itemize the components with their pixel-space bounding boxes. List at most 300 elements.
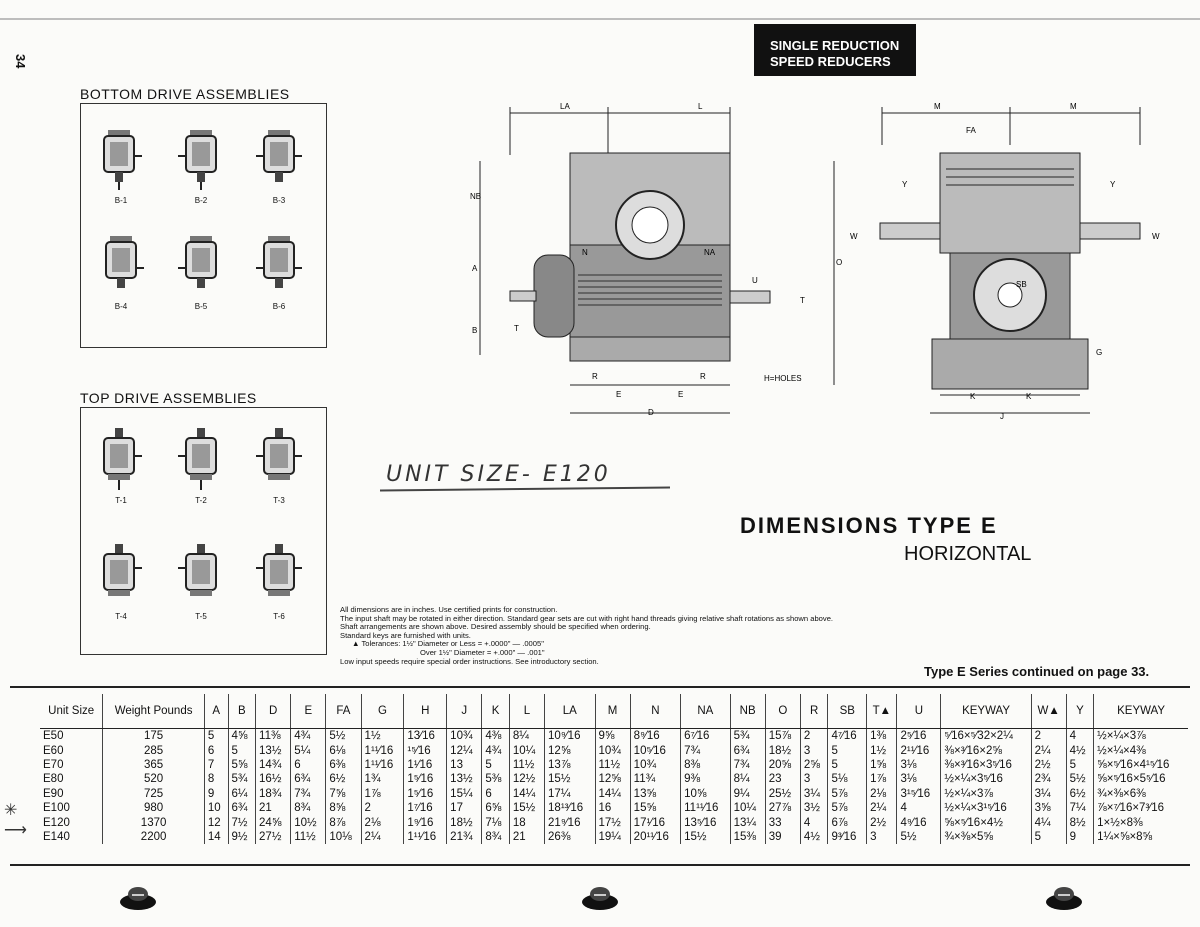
table-cell: 4 [897,801,941,815]
table-cell: 6½ [1066,787,1094,801]
table-cell: 6⅝ [482,801,510,815]
table-cell: 4⁹⁄16 [897,815,941,829]
table-cell: 2¼ [867,801,897,815]
table-cell: 33 [765,815,800,829]
table-cell: 26⅜ [545,830,595,844]
table-row [40,772,1188,786]
assembly-b2 [171,126,231,205]
table-cell: 2½ [867,815,897,829]
table-cell: 10¼ [509,743,544,757]
table-cell: E50 [43,730,64,743]
table-cell: 10¼ [730,801,765,815]
table-cell: 1⅞ [867,772,897,786]
dim-w-right: W [1152,232,1160,241]
assembly-label: T-5 [195,612,207,621]
table-cell: 11½ [291,830,326,844]
table-cell: 3¼ [800,787,828,801]
table-cell: 1⁷⁄16 [404,801,447,815]
table-cell: 4½ [800,830,828,844]
table-cell: 5¾ [730,729,765,744]
table-cell: 15½ [545,772,595,786]
assembly-label: B-1 [114,196,128,205]
table-row [40,758,1188,772]
table-cell: 5⅝ [228,758,256,772]
dim-b: B [472,326,478,335]
table-cell: 8⁹⁄16 [630,729,680,744]
table-cell: 11⅜ [256,729,291,744]
table-cell: 15⅞ [765,729,800,744]
column-header: NB [730,694,765,729]
table-cell: 15⅜ [730,830,765,844]
table-cell: 9⅝ [595,729,630,744]
column-header: N [630,694,680,729]
column-header: H [404,694,447,729]
table-cell: 12 [204,815,228,829]
table-cell: 12⅝ [595,772,630,786]
table-cell: 12½ [509,772,544,786]
table-cell: 3¹⁵⁄16 [897,787,941,801]
table-cell: 3 [867,830,897,844]
table-cell: 9½ [228,830,256,844]
table-cell: ⅝×⁵⁄16×4½ [941,815,1031,829]
dim-m-right: M [1070,102,1077,111]
table-cell: 27⅞ [765,801,800,815]
table-body [40,729,1188,845]
table-cell: 2⁵⁄16 [897,729,941,744]
table-bottom-rule [10,864,1190,866]
table-cell: 5½ [1066,772,1094,786]
table-cell: 5 [228,743,256,757]
table-cell: 2¹¹⁄16 [897,743,941,757]
table-cell: ⅜×³⁄16×3⁵⁄16 [941,758,1031,772]
table-cell: 6¾ [730,743,765,757]
table-cell: 8⅞ [326,815,361,829]
badge-line-2: SPEED REDUCERS [770,54,891,69]
table-cell: 4⅝ [228,729,256,744]
dim-k-left: K [970,392,976,401]
column-header: J [447,694,482,729]
table-cell: 11½ [509,758,544,772]
table-cell: 3½ [800,801,828,815]
dim-d: D [648,408,654,417]
table-cell: 25½ [765,787,800,801]
dim-nb: NB [470,192,482,201]
table-cell: 6 [204,743,228,757]
table-cell: 18 [509,815,544,829]
table-cell: 2¼ [361,830,404,844]
table-cell: 2200 [103,830,204,844]
badge-line-1: SINGLE REDUCTION [770,38,900,53]
column-header: E [291,694,326,729]
table-cell: ¹⁵⁄16 [404,743,447,757]
table-cell: 7⅝ [326,787,361,801]
table-cell: 3 [800,743,828,757]
dim-j: J [1000,412,1004,421]
table-cell: 14 [204,830,228,844]
dim-r-left: R [592,372,598,381]
table-cell: 3⅛ [897,772,941,786]
table-cell: ½×¼×4⅜ [1094,743,1188,757]
table-cell: 18¹³⁄16 [545,801,595,815]
dim-na: NA [704,248,716,257]
side-view-drawing [836,95,1180,425]
column-header: W▲ [1031,694,1066,729]
table-cell: 6½ [326,772,361,786]
table-cell: 7⅛ [482,815,510,829]
column-header: KEYWAY [1094,694,1188,729]
table-cell: 1×½×8⅜ [1094,815,1188,829]
column-header: M [595,694,630,729]
table-cell: 2⅛ [361,815,404,829]
assembly-label: T-3 [273,496,285,505]
dim-n: N [582,248,588,257]
top-rule [0,18,1200,20]
table-cell: 8¾ [291,801,326,815]
assembly-b6 [249,232,309,311]
table-cell: 1⁵⁄16 [404,772,447,786]
table-cell: ⅝×⁵⁄16×4¹⁵⁄16 [1094,758,1188,772]
table-cell: 2¾ [1031,772,1066,786]
dim-l: L [698,102,703,111]
table-cell: 1¾ [361,772,404,786]
table-cell: 13⁄16 [404,729,447,744]
table-cell: 5 [1031,830,1066,844]
table-cell: 9³⁄16 [828,830,867,844]
table-cell: 21 [256,801,291,815]
table-cell: 1⅝ [867,758,897,772]
table-top-rule [10,686,1190,688]
assembly-label: T-1 [115,496,127,505]
footer-logo-right [1044,884,1084,910]
table-cell: ½×¼×3⅞ [941,787,1031,801]
table-cell: E70 [43,758,64,771]
column-header: L [509,694,544,729]
table-row [40,830,1188,844]
table-cell: 23 [765,772,800,786]
table-cell: 10⁹⁄16 [545,729,595,744]
dim-y-left: Y [902,180,908,189]
dim-w-left: W [850,232,858,241]
assembly-t6 [249,542,309,621]
dim-u: U [752,276,758,285]
table-cell: 1370 [103,815,204,829]
table-cell: 5 [828,743,867,757]
assembly-label: B-3 [272,196,286,205]
dim-r-right: R [700,372,706,381]
table-cell: 8½ [1066,815,1094,829]
table-cell: 1⅜ [867,729,897,744]
table-cell: 6¼ [228,787,256,801]
table-cell: 15⅝ [630,801,680,815]
table-cell: 980 [103,801,204,815]
table-cell: 8¼ [509,729,544,744]
table-cell: 27½ [256,830,291,844]
table-cell: 1⅞ [361,787,404,801]
assembly-t2 [171,426,231,505]
table-cell: 2⅛ [867,787,897,801]
page-number: 34 [13,54,28,69]
table-cell: 9 [1066,830,1094,844]
table-cell: 17 [447,801,482,815]
table-cell: 14¼ [509,787,544,801]
note-line: Shaft arrangements are shown above. Desired assembly should be specified when ordering. [340,622,651,632]
table-cell: 5 [828,758,867,772]
table-cell: 5 [204,729,228,744]
table-cell: 13½ [256,743,291,757]
column-header: K [482,694,510,729]
table-cell: 520 [103,772,204,786]
table-cell: 10 [204,801,228,815]
table-cell: 2 [800,729,828,744]
bottom-drive-title: BOTTOM DRIVE ASSEMBLIES [80,86,290,102]
table-cell: 6⁷⁄16 [681,729,730,744]
note-line: Standard keys are furnished with units. [340,630,471,640]
table-cell: 8⅜ [681,758,730,772]
table-cell: 9⅜ [681,772,730,786]
dim-o: O [836,258,843,267]
table-cell: 10⅝ [681,787,730,801]
table-cell: 10⅛ [326,830,361,844]
table-cell: 13¼ [730,815,765,829]
column-header: G [361,694,404,729]
table-cell: 11¾ [630,772,680,786]
dim-t-input: T [514,324,519,333]
table-cell: ¾×⅜×5⅝ [941,830,1031,844]
table-cell: 4⅜ [482,729,510,744]
assembly-b5 [171,232,231,311]
table-cell: 6¾ [291,772,326,786]
handwritten-underline [380,486,670,491]
table-cell: 3 [800,772,828,786]
section-badge [754,24,916,76]
table-cell: E140 [43,830,70,843]
table-cell: 5⅞ [828,801,867,815]
dim-y-right: Y [1110,180,1116,189]
dim-k-right: K [1026,392,1032,401]
table-cell: 15¼ [447,787,482,801]
footer-logo-left [118,884,158,910]
table-cell: 17½ [595,815,630,829]
table-cell: 5⅞ [828,787,867,801]
table-cell: 18¾ [256,787,291,801]
dim-e-left: E [616,390,622,399]
table-cell: 10¾ [630,758,680,772]
table-cell: ½×¼×3¹⁵⁄16 [941,801,1031,815]
column-header: SB [828,694,867,729]
table-cell: 5⅜ [482,772,510,786]
front-view-drawing [460,95,820,425]
column-header: O [765,694,800,729]
dim-holes: H=HOLES [764,374,802,383]
table-cell: 1¼×⅝×8⅝ [1094,830,1188,844]
table-cell: 8⅝ [326,801,361,815]
table-cell: ⅞×⁷⁄16×7³⁄16 [1094,801,1188,815]
column-header: A [204,694,228,729]
assembly-label: T-2 [195,496,207,505]
table-cell: 1¹¹⁄16 [404,830,447,844]
column-header: B [228,694,256,729]
assembly-label: B-5 [194,302,208,311]
table-cell: 5 [482,758,510,772]
table-cell: 4⁷⁄16 [828,729,867,744]
assembly-t5 [171,542,231,621]
table-cell: 1¹¹⁄16 [361,758,404,772]
table-cell: 725 [103,787,204,801]
table-cell: 1¹¹⁄16 [361,743,404,757]
table-cell: 13⅝ [630,787,680,801]
table-cell: ⅜×³⁄16×2⅝ [941,743,1031,757]
table-header-row [40,694,1188,729]
page-title: DIMENSIONS TYPE E [740,513,998,538]
assembly-t4 [91,542,151,621]
table-cell: 14¾ [256,758,291,772]
table-cell: 1½ [867,743,897,757]
table-cell: 2⅝ [800,758,828,772]
assembly-b3 [249,126,309,205]
table-cell: ½×¼×3⅞ [1094,729,1188,744]
table-cell: 285 [103,743,204,757]
table-cell: 10¾ [595,743,630,757]
table-row [40,743,1188,757]
table-cell: 2 [1031,729,1066,744]
column-header: KEYWAY [941,694,1031,729]
table-cell: 21 [509,830,544,844]
table-row [40,729,1188,744]
table-cell: 7¼ [1066,801,1094,815]
table-cell: 6⅛ [326,743,361,757]
table-cell: 11¹¹⁄16 [681,801,730,815]
table-cell: 4½ [1066,743,1094,757]
note-line: All dimensions are in inches. Use certified prints for construction. [340,605,558,614]
table-cell: 4 [1066,729,1094,744]
table-cell: 24⅝ [256,815,291,829]
table-cell: 8¼ [730,772,765,786]
table-cell: 7¾ [681,743,730,757]
table-cell: 13⅞ [545,758,595,772]
dim-m-left: M [934,102,941,111]
table-cell: ⅝×⁵⁄16×5⁵⁄16 [1094,772,1188,786]
dimensions-table [40,694,1188,844]
table-cell: 10⁵⁄16 [630,743,680,757]
table-cell: 9¼ [730,787,765,801]
table-cell: 9 [204,787,228,801]
table-cell: 20¹¹⁄16 [630,830,680,844]
table-cell: 6⅜ [326,758,361,772]
column-header: U [897,694,941,729]
note-line: The input shaft may be rotated in either direction. Standard gear sets are cut with right hand threads giving relative shaft rotations as shown above. [340,613,834,623]
table-cell: 16 [595,801,630,815]
table-cell: ⁵⁄16×⁵⁄32×2¼ [941,729,1031,744]
assembly-label: B-6 [272,302,286,311]
table-cell: 11½ [595,758,630,772]
table-cell: 12⅝ [545,743,595,757]
table-cell: E90 [43,787,64,800]
table-cell: 3¼ [1031,787,1066,801]
column-header: LA [545,694,595,729]
dim-g: G [1096,348,1103,357]
table-row [40,787,1188,801]
dim-a: A [472,264,478,273]
table-cell: 5 [1066,758,1094,772]
table-cell: 5½ [897,830,941,844]
table-cell: 17¼ [545,787,595,801]
top-drive-box [80,407,327,655]
assembly-b1 [91,126,151,205]
table-cell: 6⅞ [828,815,867,829]
assembly-b4 [91,232,151,311]
table-cell: E120 [43,816,70,829]
table-cell: 2¼ [1031,743,1066,757]
table-cell: 8 [204,772,228,786]
table-cell: 6 [482,787,510,801]
assembly-t1 [91,426,151,505]
table-cell: 13½ [447,772,482,786]
table-cell: 7 [204,758,228,772]
table-cell: 10½ [291,815,326,829]
table-cell: 14¼ [595,787,630,801]
dim-e-right: E [678,390,684,399]
table-cell: 3⅝ [1031,801,1066,815]
table-cell: 13 [447,758,482,772]
column-header: Y [1066,694,1094,729]
table-cell: 4¾ [482,743,510,757]
table-cell: 5½ [326,729,361,744]
table-cell: 12¼ [447,743,482,757]
table-cell: 175 [103,729,204,744]
column-header: Unit Size [40,694,103,729]
table-cell: 21⁹⁄16 [545,815,595,829]
note-line: ▲ Tolerances: 1½" Diameter or Less = +.0000" — .0005" [352,639,544,649]
table-cell: 5¾ [228,772,256,786]
dim-fa: FA [966,126,976,135]
table-cell: 1½ [361,729,404,744]
table-cell: 4¼ [1031,815,1066,829]
table-cell: 2 [361,801,404,815]
table-cell: 17¹⁄16 [630,815,680,829]
table-cell: 15½ [681,830,730,844]
column-header: R [800,694,828,729]
assembly-label: T-6 [273,612,285,621]
table-cell: 2½ [1031,758,1066,772]
top-drive-title: TOP DRIVE ASSEMBLIES [80,390,257,406]
footer-logo-center [580,884,620,910]
table-cell: 8¾ [482,830,510,844]
table-cell: 10¾ [447,729,482,744]
table-cell: 1⁵⁄16 [404,787,447,801]
table-cell: 1¹⁄16 [404,758,447,772]
table-cell: 4 [800,815,828,829]
assembly-label: B-2 [194,196,208,205]
table-cell: 4¾ [291,729,326,744]
note-line: Over 1½" Diameter = +.000" — .001" [420,647,545,657]
page-subtitle: HORIZONTAL [904,543,1032,565]
table-cell: 13⁵⁄16 [681,815,730,829]
table-cell: 6¾ [228,801,256,815]
table-cell: 365 [103,758,204,772]
margin-marks: ✳ ⟶ [4,802,27,839]
table-cell: 19¼ [595,830,630,844]
column-header: FA [326,694,361,729]
table-cell: 1⁹⁄16 [404,815,447,829]
column-header: Weight Pounds [103,694,204,729]
table-cell: 5⅛ [828,772,867,786]
table-cell: 7¾ [730,758,765,772]
table-row [40,815,1188,829]
table-cell: ½×¼×3⁵⁄16 [941,772,1031,786]
table-cell: 3⅛ [897,758,941,772]
notes-block [340,606,1020,666]
dim-t: T [800,296,805,305]
